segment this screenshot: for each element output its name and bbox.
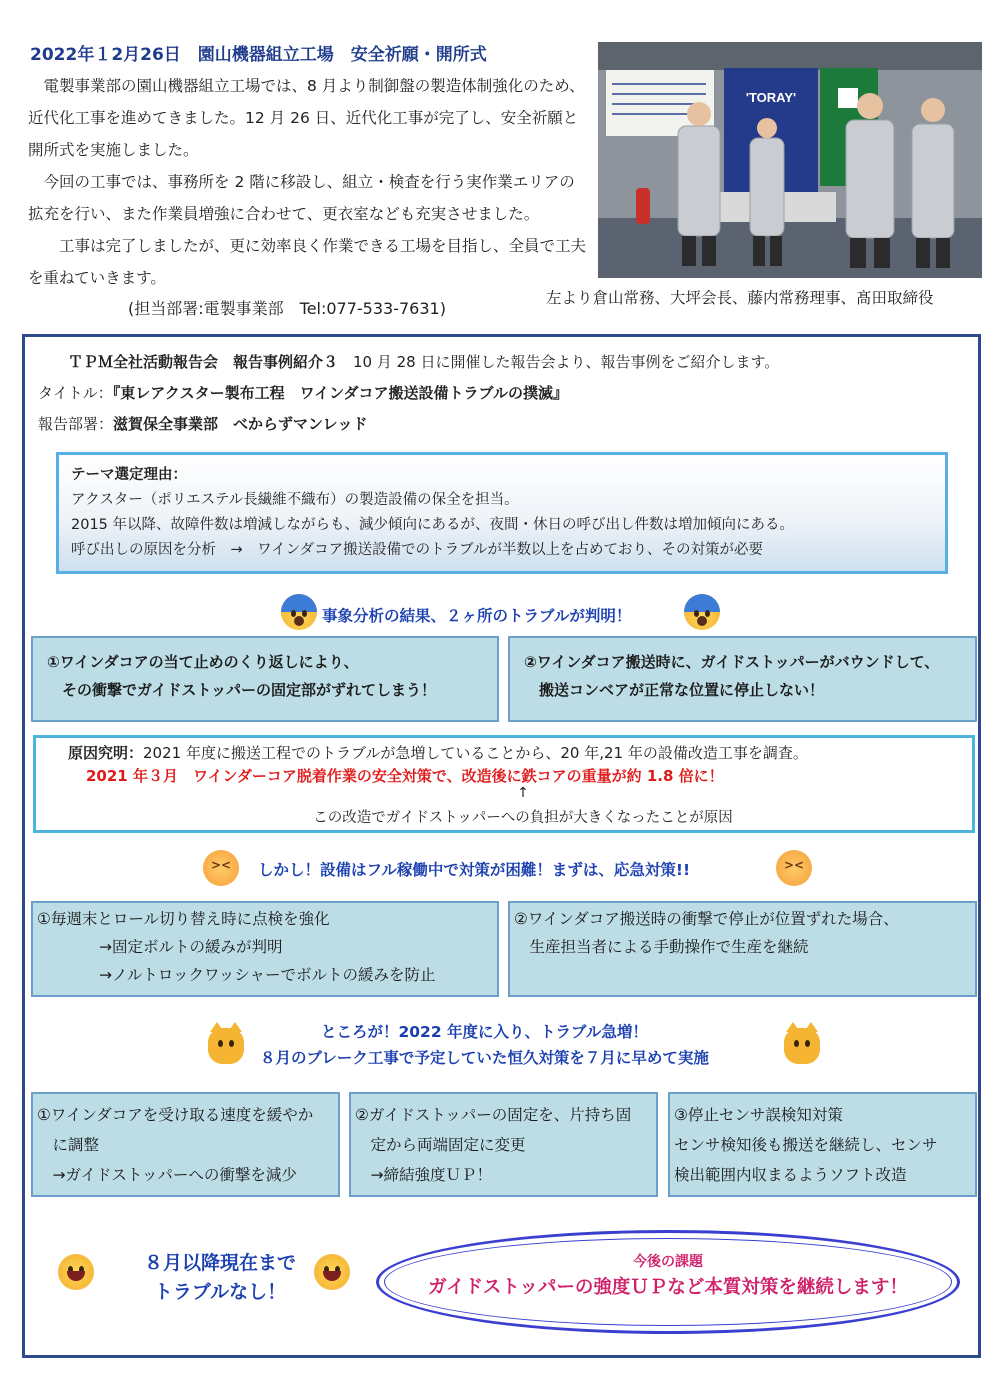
surge-line: ８月のブレーク工事で予定していた恒久対策を７月に早めて実施 <box>260 1049 709 1067</box>
cause-text: 2021 年度に搬送工程でのトラブルが急増していることから、20 年,21 年の設備改造工事を調査。 <box>143 744 808 762</box>
trouble-line: 搬送コンベアが正常な位置に停止しない！ <box>524 681 825 699</box>
crying-cat-icon <box>784 1028 820 1064</box>
emergency-line: →固定ボルトの緩みが判明 <box>37 938 283 956</box>
trouble-box-1 <box>31 636 499 722</box>
report-header <box>68 351 779 372</box>
crying-cat-icon <box>208 1028 244 1064</box>
wince-face-icon <box>776 850 812 886</box>
cause-line <box>68 742 808 763</box>
report-dept <box>38 413 368 434</box>
report-dept-label: 報告部署： <box>38 415 114 433</box>
emergency-line: ①毎週末とロール切り替え時に点検を強化 <box>37 910 330 928</box>
permanent-box-3 <box>668 1092 977 1197</box>
scream-face-icon <box>281 594 317 630</box>
permanent-line: ①ワインダコアを受け取る速度を緩やか <box>37 1106 314 1124</box>
article-body <box>28 70 588 294</box>
cause-conclusion: この改造でガイドストッパーへの負担が大きくなったことが原因 <box>313 810 733 826</box>
theme-heading: テーマ選定理由： <box>71 467 187 483</box>
report-dept-value: 滋賀保全事業部 べからずマンレッド <box>113 415 368 433</box>
emergency-line: ②ワインダコア搬送時の衝撃で停止が位置ずれた場合、 <box>514 910 899 928</box>
theme-box <box>56 452 948 574</box>
article-paragraph: 電製事業部の園山機器組立工場では、8 月より制御盤の製造体制強化のため、近代化工事を進めてきました。12 月 26 日、近代化工事が完了し、安全祈願と開所式を実施しました。 <box>28 77 585 159</box>
ceremony-photo-illustration <box>598 42 982 278</box>
permanent-line: 検出範囲内収まるようソフト改造 <box>674 1166 907 1184</box>
permanent-line: →締結強度ＵＰ！ <box>355 1166 492 1184</box>
permanent-line: センサ検知後も搬送を継続し、センサ <box>674 1136 938 1154</box>
surge-line: ところが！2022 年度に入り、トラブル急増！ <box>320 1023 648 1041</box>
scream-face-icon <box>684 594 720 630</box>
permanent-line: →ガイドストッパーへの衝撃を減少 <box>37 1166 297 1184</box>
emergency-banner: しかし！設備はフル稼働中で対策が困難！まずは、応急対策!! <box>258 861 691 879</box>
permanent-line: 定から両端固定に変更 <box>355 1136 526 1154</box>
grinning-face-icon <box>314 1254 350 1290</box>
article-title: 2022年１2月26日 園山機器組立工場 安全祈願・開所式 <box>30 45 487 65</box>
cause-box <box>33 735 975 833</box>
report-title <box>38 382 568 403</box>
theme-line: 2015 年以降、故障件数は増減しながらも、減少傾向にあるが、夜間・休日の呼び出し件数は増加傾向にある。 <box>71 517 795 533</box>
report-title-label: タイトル： <box>38 384 113 402</box>
emergency-box-1 <box>31 901 499 997</box>
result-line: トラブルなし！ <box>153 1281 287 1303</box>
report-title-value: 『東レアクスター製布工程 ワインダコア搬送設備トラブルの撲滅』 <box>112 384 568 402</box>
permanent-box-2 <box>349 1092 658 1197</box>
report-header-rest: 10 月 28 日に開催した報告会より、報告事例をご紹介します。 <box>338 353 780 371</box>
result-text <box>110 1249 330 1307</box>
future-text: ガイドストッパーの強度ＵＰなど本質対策を継続します！ <box>428 1277 908 1298</box>
trouble-line: ②ワインダコア搬送時に、ガイドストッパーがバウンドして、 <box>524 653 940 671</box>
result-line: ８月以降現在まで <box>143 1252 296 1274</box>
theme-line: 呼び出しの原因を分析 → ワインダコア搬送設備でのトラブルが半数以上を占めており、その対策が必要 <box>71 542 764 558</box>
cause-label: 原因究明： <box>68 744 144 762</box>
permanent-line: に調整 <box>37 1136 100 1154</box>
theme-line: アクスター（ポリエステル長繊維不織布）の製造設備の保全を担当。 <box>71 492 519 508</box>
surge-banner <box>260 1019 709 1071</box>
wince-face-icon <box>203 850 239 886</box>
trouble-line: その衝撃でガイドストッパーの固定部がずれてしまう！ <box>47 681 436 699</box>
trouble-line: ①ワインダコアの当て止めのくり返しにより、 <box>47 653 359 671</box>
analysis-banner: 事象分析の結果、２ヶ所のトラブルが判明！ <box>322 607 632 625</box>
cause-arrow: ↑ <box>517 785 529 801</box>
future-issue-ellipse <box>376 1230 960 1334</box>
trouble-box-2 <box>508 636 977 722</box>
cause-highlight: 2021 年３月 ワインダーコア脱着作業の安全対策で、改造後に鉄コアの重量が約 1.8 倍に！ <box>86 767 724 785</box>
permanent-line: ③停止センサ誤検知対策 <box>674 1106 843 1124</box>
future-label: 今後の課題 <box>633 1254 703 1270</box>
emergency-line: 生産担当者による手動操作で生産を継続 <box>514 938 809 956</box>
grinning-face-icon <box>58 1254 94 1290</box>
report-header-bold: ＴＰＭ全社活動報告会 報告事例紹介３ <box>68 353 339 371</box>
article-contact: (担当部署:電製事業部 Tel:077-533-7631) <box>128 299 446 318</box>
photo-caption: 左より倉山常務、大坪会長、藤内常務理事、髙田取締役 <box>546 289 934 307</box>
permanent-line: ②ガイドストッパーの固定を、片持ち固 <box>355 1106 632 1124</box>
permanent-box-1 <box>31 1092 340 1197</box>
emergency-line: →ノルトロックワッシャーでボルトの緩みを防止 <box>37 966 436 984</box>
ceremony-photo <box>598 42 982 278</box>
emergency-box-2 <box>508 901 977 997</box>
banner-logo-text: 'TORAY' <box>745 90 797 105</box>
article-paragraph: 工事は完了しましたが、更に効率良く作業できる工場を目指し、全員で工夫を重ねていきます。 <box>28 237 587 287</box>
article-paragraph: 今回の工事では、事務所を 2 階に移設し、組立・検査を行う実作業エリアの拡充を行い、また作業員増強に合わせて、更衣室なども充実させました。 <box>28 173 575 223</box>
